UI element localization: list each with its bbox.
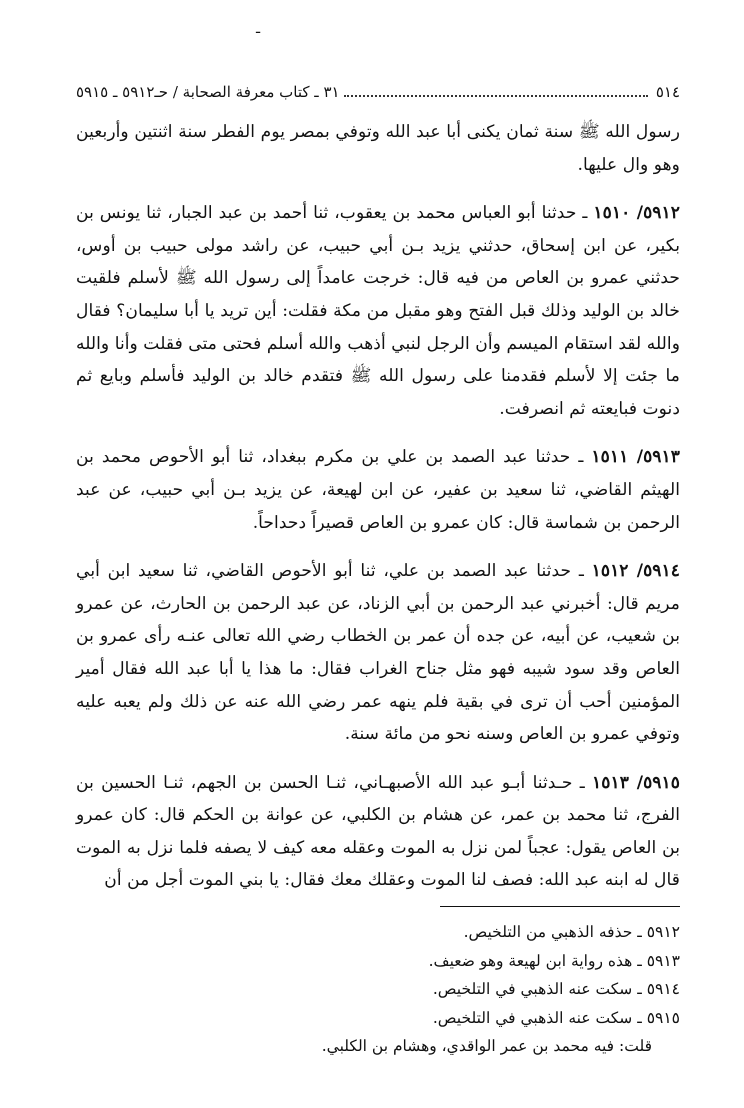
page-number: ٥١٤ [655,83,680,101]
entry-text: ـ حدثنا عبد الصمد بن علي بن مكرم ببغداد، ثنا أبو الأحوص محمد بن الهيثم القاضي، ثنا سعيد بن عفير، عن ابن لهيعة، عن يزيد بـن أبي حبيب، عن عبد الرحمن بن شماسة قال: كان عمرو بن العاص قصيراً دحداحاً. [76,447,680,533]
hadith-entry-5913 [76,441,680,539]
footnote-5915: ٥٩١٥ ـ سكت عنه الذهبي في التلخيص. [432,1008,680,1027]
entry-number: ٥٩١٤/ ١٥١٢ [591,561,681,582]
hadith-entry-5915 [76,767,680,897]
running-header [76,80,680,104]
entry-text: ـ حـدثنا أبـو عبد الله الأصبهـاني، ثنـا الحسن بن الجهم، ثنـا الحسين بن الفرج، ثنا محمد بن عمر، عن هشام بن الكلبي، عن عوانة بن الحكم قال: كان عمرو بن العاص يقول: عجباً لمن نزل به الموت وعقله معه كيف لا يصفه فلما نزل به الموت قال له ابنه عبد الله: فصف لنا الموت وعقلك معك فقال: يا بني الموت أجل من أن [76,772,680,891]
entry-number: ٥٩١٢/ ١٥١٠ [593,203,681,224]
footnotes [76,918,680,1061]
hadith-entry-5914 [76,555,680,751]
entry-text: ـ حدثنا أبو العباس محمد بن يعقوب، ثنا أحمد بن عبد الجبار، ثنا يونس بن بكير، عن ابن إسحاق، حدثني يزيد بـن أبي حبيب، عن راشد مولى حبيب بن أوس، حدثني عمرو بن العاص من فيه قال: خرجت عامداً إلى رسول الله ﷺ لأسلم فلقيت خالد بن الوليد وذلك قبل الفتح وهو مقبل من مكة فقلت: أين تريد يا أبا سليمان؟ فقال والله لقد استقام الميسم وأن الرجل لنبي أذهب والله أسلم فحتى متى فقلت وأنا والله ما جئت إلا لأسلم فقدمنا على رسول الله ﷺ فتقدم خالد بن الوليد فأسلم وبايع ثم دنوت فبايعته ثم انصرفت. [76,203,680,419]
hadith-entry-5912 [76,197,680,425]
continuation-paragraph: رسول الله ﷺ سنة ثمان يكنى أبا عبد الله وتوفي بمصر يوم الفطر سنة اثنتين وأربعين وهو وال عليها. [76,122,680,175]
running-title: ٣١ ـ كتاب معرفة الصحابة / حـ٥٩١٢ ـ ٥٩١٥ [76,83,340,101]
main-text [76,116,680,897]
entry-number: ٥٩١٥/ ١٥١٣ [592,772,680,793]
footnote-remark: قلت: فيه محمد بن عمر الواقدي، وهشام بن الكلبي. [321,1037,652,1056]
footnote-5914: ٥٩١٤ ـ سكت عنه الذهبي في التلخيص. [432,980,680,999]
entry-number: ٥٩١٣/ ١٥١١ [591,447,681,468]
footnote-5913: ٥٩١٣ ـ هذه رواية ابن لهيعة وهو ضعيف. [428,951,680,970]
top-mark: ـ [255,21,261,37]
footnote-5912: ٥٩١٢ ـ حذفه الذهبي من التلخيص. [463,923,680,941]
entry-text: ـ حدثنا عبد الصمد بن علي، ثنا أبو الأحوص القاضي، ثنا سعيد ابن أبي مريم قال: أخبرني عبد الرحمن بن أبي الزناد، عن عبد الرحمن بن الحارث، عن عمرو بن شعيب، عن أبيه، عن جده أن عمر بن الخطاب رضي الله تعالى عنـه رأى عمرو بن العاص وقد سود شيبه فهو مثل جناح الغراب فقال: ما هذا يا أبا عبد الله فقال أمير المؤمنين أحب أن ترى في بقية فلم ينهه عمر رضي الله عنه عن ذلك ولم يعبه عليه وتوفي عمرو بن العاص وسنه نحو من مائة سنة. [76,561,680,745]
header-dotted-leader [344,95,648,97]
footnote-separator [440,906,680,907]
